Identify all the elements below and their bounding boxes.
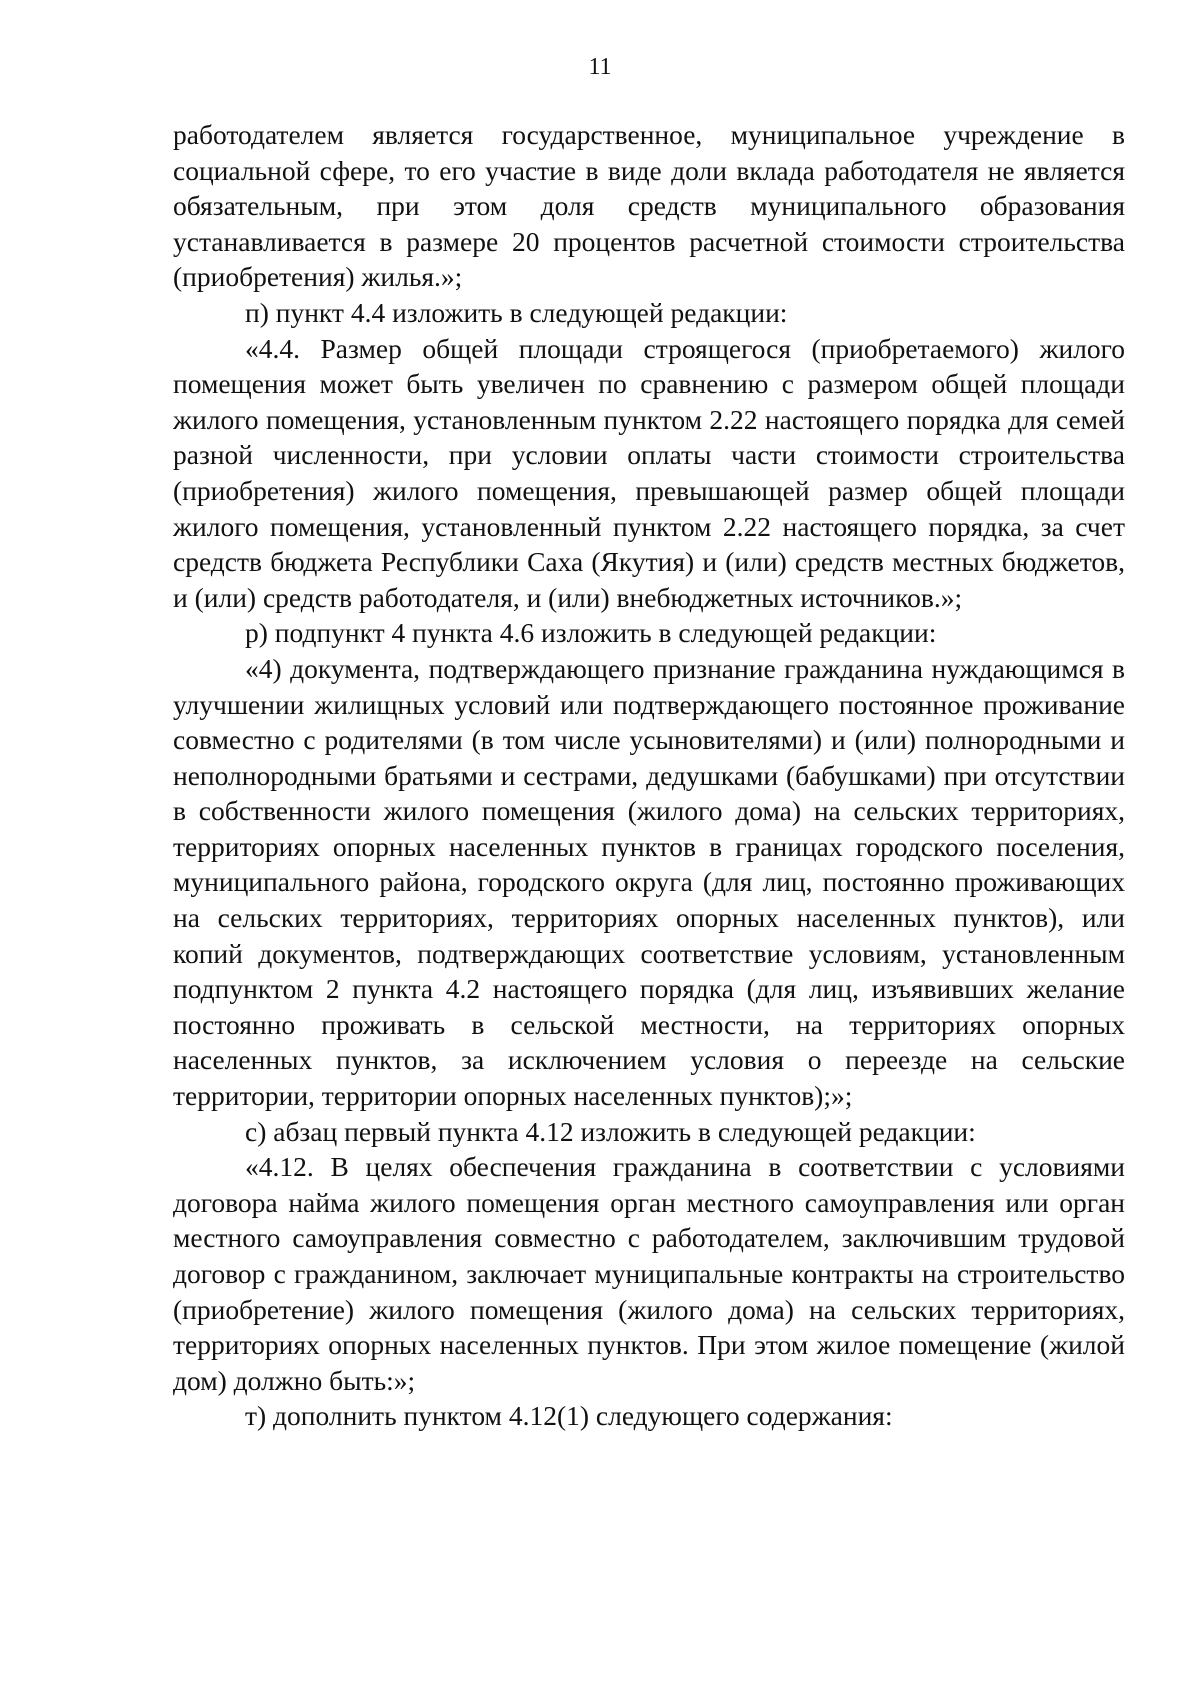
paragraph-subclause-4: «4) документа, подтверждающего признание гражданина нуждающимся в улучшении жилищных условий или подтверждающего постоянное проживание совместно с родителями (в том числе усыновителями) и (или) полнородными и неполнородными братьями и сестрами, дедушками (бабушками) при отсутствии в собственности жилого помещения (жилого дома) на сельских территориях, территориях опорных населенных пунктов в границах городского поселения, муниципального района, городского округа (для лиц, постоянно проживающих на сельских территориях, территориях опорных населенных пунктов), или копий документов, подтверждающих соответствие условиям, установленным подпунктом 2 пункта 4.2 настоящего порядка (для лиц, изъявивших желание постоянно проживать в сельской местности, на территориях опорных населенных пунктов, за исключением условия о переезде на сельские территории, территории опорных населенных пунктов);»; <box>173 652 1125 1112</box>
paragraph-item-r: р) подпункт 4 пункта 4.6 изложить в следующей редакции: <box>245 617 937 649</box>
page-number: 11 <box>588 54 612 80</box>
paragraph-item-s: с) абзац первый пункта 4.12 изложить в следующей редакции: <box>245 1115 976 1147</box>
paragraph-clause-4-12: «4.12. В целях обеспечения гражданина в соответствии с условиями договора найма жилого помещения орган местного самоуправления или орган местного самоуправления совместно с работодателем, заключившим трудовой договор с гражданином, заключает муниципальные контракты на строительство (приобретение) жилого помещения (жилого дома) на сельских территориях, территориях опорных населенных пунктов. При этом жилое помещение (жилой дом) должно быть:»; <box>173 1151 1125 1396</box>
paragraph-item-t: т) дополнить пунктом 4.12(1) следующего содержания: <box>245 1400 893 1432</box>
paragraph-clause-4-4: «4.4. Размер общей площади строящегося (приобретаемого) жилого помещения может быть увеличен по сравнению с размером общей площади жилого помещения, установленным пунктом 2.22 настоящего порядка для семей разной численности, при условии оплаты части стоимости строительства (приобретения) жилого помещения, превышающей размер общей площади жилого помещения, установленный пунктом 2.22 настоящего порядка, за счет средств бюджета Республики Саха (Якутия) и (или) средств местных бюджетов, и (или) средств работодателя, и (или) внебюджетных источников.»; <box>173 332 1125 613</box>
paragraph-continuation: работодателем является государственное, муниципальное учреждение в социальной сфере, то его участие в виде доли вклада работодателя не является обязательным, при этом доля средств муниципального образования устанавливается в размере 20 процентов расчетной стоимости строительства (приобретения) жилья.»; <box>173 119 1125 293</box>
document-body <box>173 117 1125 1434</box>
paragraph-item-p: п) пункт 4.4 изложить в следующей редакции: <box>245 296 788 328</box>
